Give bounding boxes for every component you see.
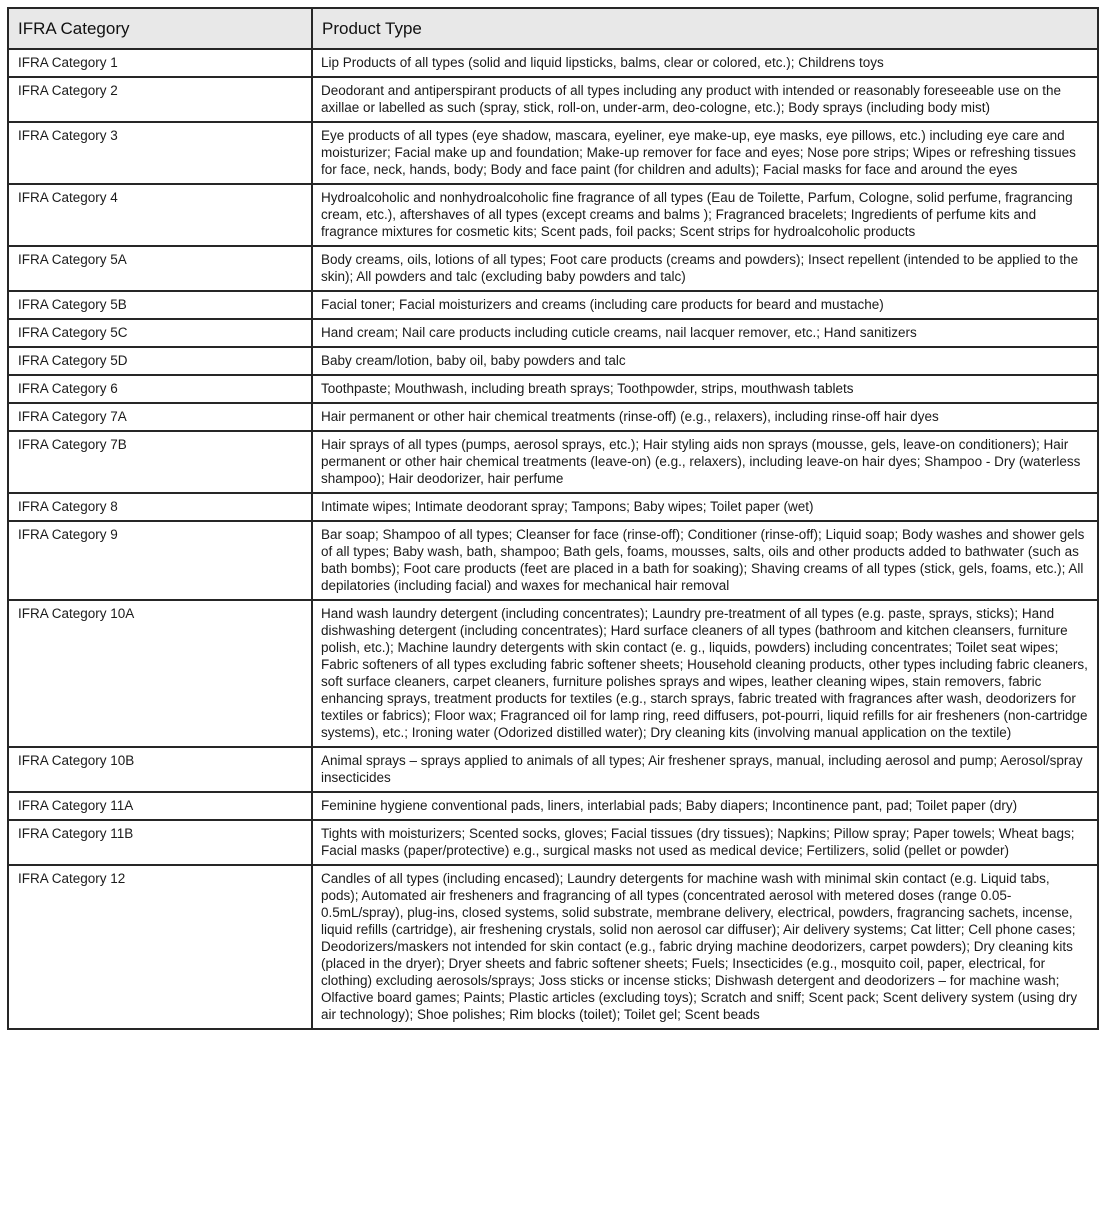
table-header [8,8,1098,49]
ifra-category-cell: IFRA Category 3 [8,122,312,184]
table-row [8,319,1098,347]
table-row [8,246,1098,291]
product-type-cell: Hair sprays of all types (pumps, aerosol sprays, etc.); Hair styling aids non sprays (mousse, gels, leave-on conditioners); Hair permanent or other hair chemical treatments (leave-on) (e.g., relaxers), including leave-on hair dyes; Shampoo - Dry (waterless shampoo); Hair deodorizer, hair perfume [312,431,1098,493]
ifra-category-cell: IFRA Category 7A [8,403,312,431]
ifra-category-cell: IFRA Category 6 [8,375,312,403]
table-row [8,600,1098,747]
ifra-category-cell: IFRA Category 11B [8,820,312,865]
header-row [8,8,1098,49]
ifra-category-cell: IFRA Category 5D [8,347,312,375]
table-row [8,49,1098,77]
product-type-cell: Tights with moisturizers; Scented socks, gloves; Facial tissues (dry tissues); Napkins; Pillow spray; Paper towels; Wheat bags; Facial masks (paper/protective) e.g., surgical masks not used as medical device; Fertilizers, solid (pellet or powder) [312,820,1098,865]
table-row [8,747,1098,792]
ifra-category-cell: IFRA Category 2 [8,77,312,122]
table-row [8,792,1098,820]
product-type-cell: Body creams, oils, lotions of all types; Foot care products (creams and powders); Insect repellent (intended to be applied to the skin); All powders and talc (excluding baby powders and talc) [312,246,1098,291]
ifra-category-cell: IFRA Category 10A [8,600,312,747]
product-type-cell: Candles of all types (including encased); Laundry detergents for machine wash with minimal skin contact (e.g. Liquid tabs, pods); Automated air fresheners and fragrancing of all types (concentrated aerosol with metered doses (range 0.05-0.5mL/spray), plug-ins, closed systems, solid substrate, membrane delivery, electrical, powders, fragrancing sachets, incense, liquid refills (cartridge), air freshening crystals, solid non aerosol car diffuser); Air delivery systems; Cat litter; Cell phone cases; Deodorizers/maskers not intended for skin contact (e.g., fabric drying machine deodorizers, carpet powders); Dry cleaning kits (placed in the dryer); Dryer sheets and fabric softener sheets; Fuels; Insecticides (e.g., mosquito coil, paper, electrical, for clothing) excluding aerosols/sprays; Joss sticks or incense sticks; Dishwash detergent and deodorizers – for machine wash; Olfactive board games; Paints; Plastic articles (excluding toys); Scratch and sniff; Scent pack; Scent delivery system (using dry air technology); Shoe polishes; Rim blocks (toilet); Toilet gel; Scent beads [312,865,1098,1029]
table-row [8,347,1098,375]
ifra-category-cell: IFRA Category 5A [8,246,312,291]
table-row [8,184,1098,246]
product-type-cell: Eye products of all types (eye shadow, mascara, eyeliner, eye make-up, eye masks, eye pillows, etc.) including eye care and moisturizer; Facial make up and foundation; Make-up remover for face and eyes; Nose pore strips; Wipes or refreshing tissues for face, neck, hands, body; Body and face paint (for children and adults); Facial masks for face and around the eyes [312,122,1098,184]
product-type-cell: Hydroalcoholic and nonhydroalcoholic fine fragrance of all types (Eau de Toilette, Parfum, Cologne, solid perfume, fragrancing cream, etc.), aftershaves of all types (except creams and balms ); Fragranced bracelets; Ingredients of perfume kits and fragrance mixtures for cosmetic kits; Scent pads, foil packs; Scent strips for hydroalcoholic products [312,184,1098,246]
product-type-cell: Deodorant and antiperspirant products of all types including any product with intended or reasonably foreseeable use on the axillae or labelled as such (spray, stick, roll-on, under-arm, deo-cologne, etc.); Body sprays (including body mist) [312,77,1098,122]
table-row [8,375,1098,403]
product-type-cell: Hair permanent or other hair chemical treatments (rinse-off) (e.g., relaxers), including rinse-off hair dyes [312,403,1098,431]
table-row [8,77,1098,122]
table-row [8,291,1098,319]
product-type-cell: Baby cream/lotion, baby oil, baby powders and talc [312,347,1098,375]
header-product-type: Product Type [312,8,1098,49]
table-row [8,122,1098,184]
table-row [8,431,1098,493]
product-type-cell: Toothpaste; Mouthwash, including breath sprays; Toothpowder, strips, mouthwash tablets [312,375,1098,403]
product-type-cell: Hand cream; Nail care products including cuticle creams, nail lacquer remover, etc.; Hand sanitizers [312,319,1098,347]
product-type-cell: Intimate wipes; Intimate deodorant spray; Tampons; Baby wipes; Toilet paper (wet) [312,493,1098,521]
product-type-cell: Animal sprays – sprays applied to animals of all types; Air freshener sprays, manual, including aerosol and pump; Aerosol/spray insecticides [312,747,1098,792]
ifra-category-cell: IFRA Category 5B [8,291,312,319]
ifra-category-cell: IFRA Category 7B [8,431,312,493]
ifra-category-cell: IFRA Category 4 [8,184,312,246]
table-row [8,865,1098,1029]
ifra-category-cell: IFRA Category 1 [8,49,312,77]
ifra-category-cell: IFRA Category 12 [8,865,312,1029]
product-type-cell: Feminine hygiene conventional pads, liners, interlabial pads; Baby diapers; Incontinence pant, pad; Toilet paper (dry) [312,792,1098,820]
ifra-category-cell: IFRA Category 11A [8,792,312,820]
header-ifra-category: IFRA Category [8,8,312,49]
ifra-category-cell: IFRA Category 10B [8,747,312,792]
table-body [8,49,1098,1029]
ifra-category-cell: IFRA Category 9 [8,521,312,600]
product-type-cell: Lip Products of all types (solid and liquid lipsticks, balms, clear or colored, etc.); Childrens toys [312,49,1098,77]
table-row [8,521,1098,600]
product-type-cell: Hand wash laundry detergent (including concentrates); Laundry pre-treatment of all types (e.g. paste, sprays, sticks); Hand dishwashing detergent (including concentrates); Hard surface cleaners of all types (bathroom and kitchen cleansers, furniture polish, etc.); Machine laundry detergents with skin contact (e. g., liquids, powders) including concentrates; Toilet seat wipes; Fabric softeners of all types excluding fabric softener sheets; Household cleaning products, other types including fabric cleaners, soft surface cleaners, carpet cleaners, furniture polishes sprays and wipes, leather cleaning wipes, stain removers, fabric enhancing sprays, treatment products for textiles (e.g., starch sprays, fabric treated with fragrances after wash, deodorizers for textiles or fabrics); Floor wax; Fragranced oil for lamp ring, reed diffusers, pot-pourri, liquid refills for air fresheners (non-cartridge systems), etc.; Ironing water (Odorized distilled water); Dry cleaning kits (involving manual application on the textile) [312,600,1098,747]
product-type-cell: Bar soap; Shampoo of all types; Cleanser for face (rinse-off); Conditioner (rinse-off); Liquid soap; Body washes and shower gels of all types; Baby wash, bath, shampoo; Bath gels, foams, mousses, salts, oils and other products added to bathwater (such as bath bombs); Foot care products (feet are placed in a bath for soaking); Shaving creams of all types (stick, gels, foams, etc.); All depilatories (including facial) and waxes for mechanical hair removal [312,521,1098,600]
ifra-category-table [7,7,1099,1030]
product-type-cell: Facial toner; Facial moisturizers and creams (including care products for beard and mustache) [312,291,1098,319]
table-row [8,403,1098,431]
table-row [8,820,1098,865]
ifra-category-cell: IFRA Category 8 [8,493,312,521]
table-row [8,493,1098,521]
ifra-category-cell: IFRA Category 5C [8,319,312,347]
